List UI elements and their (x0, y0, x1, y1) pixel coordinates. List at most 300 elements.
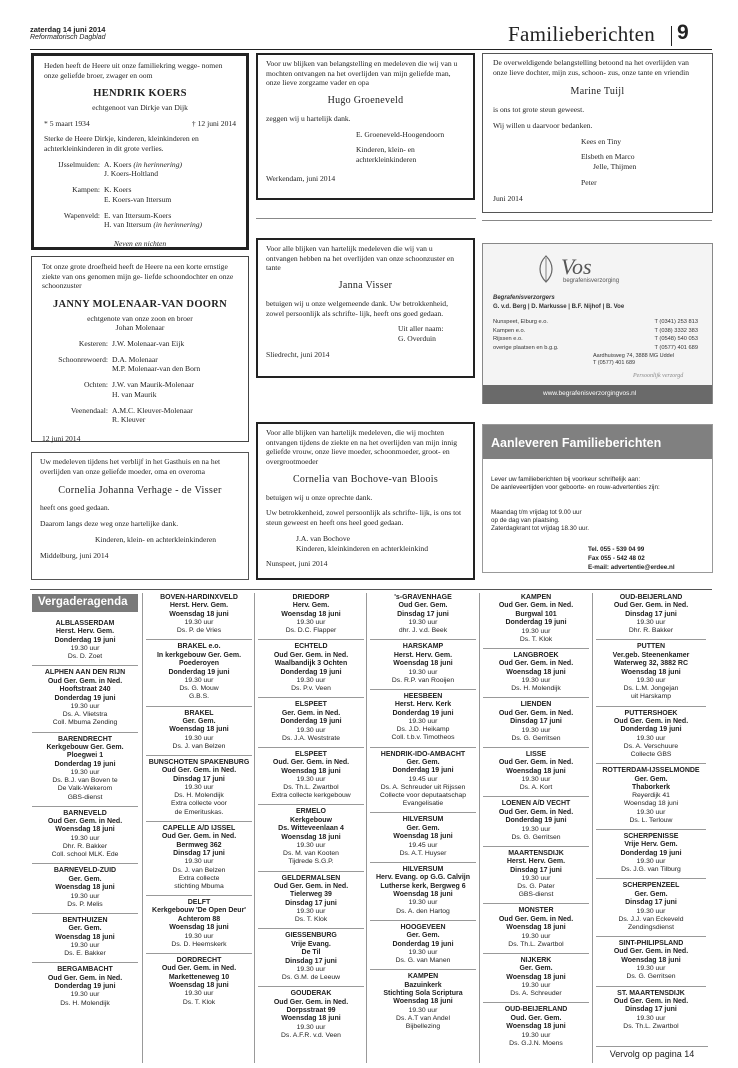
paper-name: Reformatorisch Dagblad (30, 34, 106, 41)
molenaar-name: JANNY MOLENAAR-VAN DOORN (52, 299, 228, 311)
agenda-place: ECHTELD (294, 643, 328, 651)
groeneveld-name: Hugo Groeneveld (327, 95, 404, 107)
agenda-speaker: Ds. P.v. Veen (291, 685, 331, 693)
agenda-entry (32, 666, 138, 732)
agenda-day: Woensdag 18 juni (393, 833, 453, 841)
agenda-address: Ploegwei 1 (66, 752, 104, 760)
agenda-speaker: Ds. G. van Manen (395, 957, 451, 965)
agenda-church: Ger. Gem. (406, 932, 440, 940)
agenda-place: ERMELO (296, 808, 326, 816)
agenda-day: Dinsdag 17 juni (625, 899, 677, 907)
agenda-place: BRAKEL (184, 709, 214, 717)
agenda-col-2 (146, 591, 252, 1011)
visser-sign: Uit aller naam: (398, 324, 444, 334)
agenda-entry (370, 591, 476, 640)
agenda-church: Ger. Gem. (406, 824, 440, 832)
agenda-speaker: Ds. M. van Kooten (283, 850, 339, 858)
agenda-place: ROTTERDAM-IJSSELMONDE (602, 767, 700, 775)
verhage-text: Uw medeleven tijdens het verblijf in het Gasthuis en na het overlijden van onze geliefde moeder, oma en overoma (40, 457, 221, 476)
agenda-speaker: Ds. G. Gerritsen (626, 973, 676, 981)
agenda-speaker: Ds. T. Klok (519, 635, 553, 643)
agenda-place: LANGBROEK (513, 651, 559, 659)
vos-leaf-icon (535, 254, 557, 284)
aanleveren-fax: Fax 055 - 542 48 02 (588, 555, 645, 562)
agenda-entry (32, 617, 138, 666)
agenda-place: HARSKAMP (402, 643, 444, 651)
agenda-church: Herst. Herv. Gem. (506, 858, 566, 866)
agenda-place: ELSPEET (295, 701, 327, 709)
agenda-speaker: Ds. A.F.R. v.d. Veen (281, 1031, 341, 1039)
agenda-time: 19.30 uur (521, 726, 551, 734)
agenda-time: 19.30 uur (184, 619, 214, 627)
koers-intro: Heden heeft de Heere uit onze familiekring wegge- nomen onze geliefde broer, zwager en oom (44, 61, 223, 80)
agenda-church: Oud Ger. Gem. in Ned. (498, 602, 574, 610)
agenda-speaker: Ds. G. Mouw (179, 685, 219, 693)
agenda-entry (146, 640, 252, 706)
agenda-place: SCHERPENISSE (623, 832, 679, 840)
visser-text: Voor alle blijken van hartelijk medeleven die wij van u ontvangen hebben na het overlijden van onze schoonzuster en tante (266, 244, 455, 273)
agenda-speaker: Ds. Th.L. Zwartbol (508, 940, 564, 948)
agenda-address: Achterom 88 (177, 915, 221, 923)
agenda-day: Woensdag 18 juni (506, 973, 566, 981)
agenda-time: 19.30 uur (636, 965, 666, 973)
agenda-address: Ds. Witteveenlaan 4 (278, 825, 344, 833)
agenda-col-1 (32, 617, 138, 1012)
agenda-speaker: Ds. D.C. Flapper (285, 627, 337, 635)
agenda-day: Woensdag 18 juni (393, 998, 453, 1006)
agenda-place: ALPHEN AAN DEN RIJN (44, 669, 126, 677)
agenda-day: Woensdag 18 juni (169, 982, 229, 990)
agenda-note: Extra collecte voor (171, 800, 227, 808)
agenda-speaker: Ds. Th.L. Zwartbol (283, 784, 339, 792)
agenda-time: 19.30 uur (408, 1006, 438, 1014)
agenda-speaker: Ds. D. Heemskerk (171, 940, 227, 948)
agenda-speaker: Ds. G. Pater (517, 883, 555, 891)
agenda-entry (258, 748, 364, 806)
agenda-place: ALBLASSERDAM (55, 620, 115, 627)
agenda-time: 19.30 uur (70, 892, 100, 900)
agenda-time: 19.30 uur (184, 858, 214, 866)
aanleveren-time: Zaterdagkrant tot vrijdag 18.30 uur. (491, 525, 590, 532)
agenda-day: Woensdag 18 juni (506, 1023, 566, 1031)
verhage-line: Daarom langs deze weg onze hartelijke dank. (40, 519, 179, 529)
agenda-day: Woensdag 18 juni (506, 767, 566, 775)
agenda-day: Donderdag 19 juni (54, 694, 116, 702)
agenda-entry (596, 764, 706, 830)
molenaar-intro: Tot onze grote droefheid heeft de Heere na een korte ernstige ziekte van ons genomen mijn ge- liefde schoondochter en onze schoonzuster (42, 262, 234, 291)
agenda-note: De Valk-Wekerom (57, 785, 113, 793)
bloois-name: Cornelia van Bochove-van Bloois (292, 473, 439, 485)
agenda-day: Woensdag 18 juni (506, 924, 566, 932)
agenda-speaker: Ds. J.G. van Tilburg (621, 866, 681, 874)
agenda-church: Ger. Gem. (634, 890, 668, 898)
agenda-church: Herst. Herv. Gem. (55, 628, 115, 636)
agenda-entry (258, 872, 364, 930)
agenda-note: Tijdrede S.G.P. (288, 858, 334, 866)
agenda-time: 19.30 uur (70, 942, 100, 949)
section-title: Familieberichten (508, 22, 656, 46)
vos-staff: G. v.d. Berg | D. Markusse | B.F. Nijhof | B. Voe (493, 304, 625, 310)
visser-name: Janna Visser (338, 280, 393, 292)
ad-vos: Vos begrafenisverzorging Begrafenisverzorgers G. v.d. Berg | D. Markusse | B.F. Nijhof | B. Voe Nunspeet, Elburg e.o. T (0341) 253 813 Kampen e.o. T (038) 3332 383 Rijssen e.o. T (0548) 540 053 overige plaatsen en b.g.g. T (0577) 401 689 Aardhuisweg 74, 3888 MG Uddel T (0577) 401 689 Persoonlijk verzorgd www.begrafenisverzorgingvos.nl (482, 243, 713, 404)
agenda-day: Woensdag 18 juni (169, 610, 229, 618)
agenda-note: Coll. Mbuma Zending (52, 719, 118, 727)
agenda-entry (370, 863, 476, 921)
agenda-place: HEESBEEN (403, 692, 443, 700)
agenda-speaker: Ds. T. Klok (182, 998, 216, 1006)
agenda-address: Marketteneweg 10 (168, 973, 230, 981)
agenda-note: GBS-dienst (518, 891, 554, 899)
agenda-place: HILVERSUM (402, 865, 444, 873)
agenda-col-4 (370, 591, 476, 1035)
agenda-day: Woensdag 18 juni (169, 924, 229, 932)
agenda-entry (483, 649, 589, 698)
agenda-time: 19.30 uur (296, 842, 326, 850)
agenda-place: GIESSENBURG (285, 932, 337, 940)
ad-visser (256, 238, 475, 378)
agenda-entry (596, 591, 706, 640)
agenda-place: SINT-PHILIPSLAND (618, 940, 684, 948)
aanleveren-text: Lever uw familieberichten bij voorkeur schriftelijk aan: (491, 476, 641, 483)
agenda-time: 19.30 uur (521, 982, 551, 990)
groeneveld-thanks: zeggen wij u hartelijk dank. (266, 113, 351, 123)
agenda-place: HOOGEVEEN (400, 923, 446, 931)
agenda-time: 19.30 uur (408, 948, 438, 956)
molenaar-date: 12 juni 2014 (42, 434, 81, 444)
agenda-day: Dinsdag 17 juni (285, 957, 337, 965)
tuijl-text: De overweldigende belangstelling betoond na het overlijden van onze lieve dochter, mijn zus, schoon- zus, onze tante en vriendin (493, 58, 690, 77)
agenda-time: 19.30 uur (636, 734, 666, 742)
agenda-church: Ger. Gem. in Ned. (281, 709, 341, 717)
agenda-entry (596, 640, 706, 706)
ad-bloois (256, 422, 475, 580)
agenda-time: 19.30 uur (408, 899, 438, 907)
agenda-address: Burgwal 101 (515, 610, 557, 618)
agenda-entry (32, 914, 138, 963)
agenda-day: Donderdag 19 juni (620, 849, 682, 857)
agenda-continued: Vervolg op pagina 14 (596, 1046, 708, 1059)
agenda-entry (146, 896, 252, 954)
ad-groeneveld (256, 53, 475, 200)
agenda-day: Woensdag 18 juni (281, 610, 341, 618)
agenda-place: LIENDEN (520, 701, 552, 709)
groeneveld-sign2: Kinderen, klein- en achterkleinkinderen (356, 145, 417, 165)
agenda-entry (32, 864, 138, 913)
agenda-speaker: Ds. G.J.N. Moens (509, 1039, 563, 1047)
agenda-church: Herst. Herv. Gem. (169, 602, 229, 610)
agenda-entry (146, 756, 252, 822)
agenda-entry (258, 591, 364, 640)
agenda-church: Oud Ger. Gem. in Ned. (161, 767, 237, 775)
agenda-church: Herv. Gem. (292, 602, 330, 610)
agenda-speaker: dhr. J. v.d. Beek (398, 627, 448, 635)
agenda-entry (258, 987, 364, 1044)
agenda-address: Waterweg 32, 3882 RC (613, 660, 689, 668)
agenda-speaker: Ds. A.T van Andel (396, 1014, 450, 1022)
agenda-day: Woensdag 18 juni (55, 826, 115, 834)
tuijl-sign: Kees en Tiny (581, 136, 622, 146)
agenda-address: Lutherse kerk, Bergweg 6 (380, 882, 466, 890)
agenda-speaker: Ds. G.M. de Leeuw (281, 974, 341, 982)
bloois-sign: J.A. van Bochove (296, 533, 350, 543)
agenda-place: GELDERMALSEN (281, 874, 341, 882)
agenda-time: 19.30 uur (296, 677, 326, 685)
agenda-day: Donderdag 19 juni (54, 983, 116, 991)
agenda-church: Ger. Gem. (634, 775, 668, 783)
agenda-col-3 (258, 591, 364, 1044)
agenda-speaker: Ds. H. Molendijk (511, 685, 561, 693)
molenaar-place: Veenendaal: (70, 405, 108, 415)
agenda-church: Ger. Gem. (406, 759, 440, 766)
agenda-day: Donderdag 19 juni (54, 760, 116, 768)
agenda-day: Donderdag 19 juni (620, 726, 682, 734)
agenda-address: Waalbandijk 3 Ochten (274, 660, 348, 668)
page-number: 9 (677, 21, 689, 44)
agenda-speaker: Ds. P. Melis (67, 900, 103, 908)
agenda-note: Evangelisatie (402, 800, 444, 808)
agenda-day: Woensdag 18 juni (621, 668, 681, 676)
agenda-church: Kerkgebouw (289, 816, 332, 824)
agenda-speaker: Ds. B.J. van Boven te (52, 777, 118, 785)
agenda-day: Dinsdag 17 juni (625, 1006, 677, 1014)
agenda-church: Oud Ger. Gem. in Ned. (498, 808, 574, 816)
agenda-time: 19.30 uur (521, 677, 551, 685)
agenda-time: 19.30 uur (636, 677, 666, 685)
agenda-place: 's-GRAVENHAGE (394, 594, 452, 601)
agenda-day: Donderdag 19 juni (392, 709, 454, 717)
agenda-speaker: Ds. A.T. Huyser (399, 849, 447, 857)
agenda-church: Ger. Gem. (182, 717, 216, 725)
agenda-church: Ger. Gem. (68, 925, 102, 933)
agenda-speaker: Ds. A. Vlietstra (62, 711, 108, 719)
aanleveren-time: Maandag t/m vrijdag tot 9.00 uur (491, 509, 582, 516)
agenda-place: PUTTERSHOEK (624, 709, 678, 717)
visser-thanks: betuigen wij u onze welgemeende dank. Uw betrokkenheid, zowel persoonlijk als schrifte- lijk, heeft ons goed gedaan. (266, 298, 448, 318)
agenda-time: 19.30 uur (70, 834, 100, 842)
agenda-church: Oud Ger. Gem. in Ned. (273, 651, 349, 659)
agenda-entry (596, 707, 706, 765)
ad-verhage (31, 452, 249, 580)
agenda-place: BARNEVELD-ZUID (53, 867, 117, 875)
agenda-speaker: Ds. J.A. Weststrate (281, 734, 341, 742)
agenda-time: 19.30 uur (70, 703, 100, 711)
agenda-speaker: Ds. A. den Hartog (396, 907, 450, 915)
molenaar-place: Ochten: (83, 380, 108, 390)
bloois-place: Nunspeet, juni 2014 (266, 559, 328, 569)
agenda-church: Oud Ger. Gem. in Ned. (47, 677, 123, 685)
agenda-time: 19.45 uur (408, 841, 438, 849)
agenda-place: HILVERSUM (402, 816, 444, 824)
agenda-time: 19.30 uur (636, 907, 666, 915)
tuijl-line: Wij willen u daarvoor bedanken. (493, 120, 593, 130)
agenda-day: Dinsdag 17 juni (510, 718, 562, 726)
agenda-entry (32, 733, 138, 807)
agenda-place: LISSE (525, 750, 547, 758)
agenda-entry (596, 937, 706, 986)
verhage-line: heeft ons goed gedaan. (40, 503, 110, 513)
agenda-day: Donderdag 19 juni (280, 718, 342, 726)
agenda-day: Woensdag 18 juni (55, 884, 115, 892)
agenda-time: 19.30 uur (521, 825, 551, 833)
agenda-address: Tielerweg 39 (290, 891, 332, 899)
agenda-speaker: Ds. T. Klok (294, 916, 328, 924)
agenda-entry (483, 591, 589, 649)
agenda-entry (370, 921, 476, 970)
agenda-speaker: Ds. Th.L. Zwartbol (623, 1022, 679, 1030)
agenda-speaker: Ds. J. van Belzen (172, 866, 226, 874)
verhage-name: Cornelia Johanna Verhage - de Visser (58, 485, 222, 497)
ad-molenaar: Tot onze grote droefheid heeft de Heere na een korte ernstige ziekte van ons genomen mijn ge- liefde schoondochter en onze schoonzuster JANNY MOLENAAR-VAN DOORN echtgenote van onze zoon en broer Johan Molenaar Kesteren: J.W. Molenaar-van Eijk Schoonrewoerd: D.A. Molenaar M.P. Molenaar-van den Born Ochten: J.W. van Maurik-Molenaar H. van Maurik Veenendaal: A.M.C. Kleuver-Molenaar R. Kleuver 12 juni 2014 (31, 256, 249, 442)
visser-place: Sliedrecht, juni 2014 (266, 349, 330, 359)
agenda-time: 19.30 uur (408, 619, 438, 627)
agenda-place: ST. MAARTENSDIJK (617, 989, 685, 997)
agenda-place: OUD-BEIJERLAND (619, 594, 683, 601)
agenda-time: 19.30 uur (408, 718, 438, 726)
koers-spouse: echtgenoot van Dirkje van Dijk (92, 102, 188, 112)
agenda-address: Thaborkerk (631, 783, 671, 791)
agenda-time: 19.45 uur (408, 775, 438, 783)
agenda-day: Donderdag 19 juni (505, 619, 567, 627)
groeneveld-sign: E. Groeneveld-Hoogendoorn (356, 129, 445, 139)
agenda-place: MAARTENSDIJK (508, 849, 564, 857)
vos-phone: T (0577) 401 689 (593, 360, 636, 366)
aanleveren-title: Aanleveren Familieberichten (491, 436, 662, 450)
agenda-day: Reyerdijk 41 (632, 792, 670, 800)
bloois-text: Voor alle blijken van hartelijk medeleven, die wij mochten ontvangen tijdens de ziekte en na het overlijden van mijn innig geliefde vrouw, onze lieve moeder, schoonmoeder, groot- en overgrootmoeder (266, 428, 458, 467)
agenda-speaker: Ds. J.J. van Eckeveld (618, 915, 684, 923)
agenda-time: 19.30 uur (636, 858, 666, 866)
agenda-church: Oud. Ger. Gem. in Ned. (272, 759, 350, 767)
koers-place: IJsselmuiden: (58, 159, 100, 169)
agenda-place: LOENEN A/D VECHT (501, 800, 571, 808)
agenda-entry (370, 690, 476, 748)
agenda-speaker: Ds. D. Zoet (67, 653, 103, 661)
koers-closing: Neven en nichten (113, 239, 167, 249)
agenda-place: DELFT (187, 898, 211, 906)
agenda-note: Bijbellezing (405, 1023, 441, 1031)
agenda-speaker: Ds. A. Schreuder uit Rijssen (380, 783, 466, 791)
agenda-note: Coll. t.b.v. Timotheos (391, 734, 455, 742)
agenda-speaker: Ds. A. Schreuder (510, 990, 562, 998)
ad-koers: Heden heeft de Heere uit onze familiekring wegge- nomen onze geliefde broer, zwager en oom HENDRIK KOERS echtgenoot van Dirkje van Dijk * 5 maart 1934 † 12 juni 2014 Sterke de Heere Dirkje, kinderen, kleinkinderen en achterkleinkinderen in dit grote verlies. IJsselmuiden: A. Koers (in herinnering) J. Koers-Holtland Kampen: K. Koers E. Koers-van Ittersum Wapenveld: E. van Ittersum-Koers H. van Ittersum (in herinnering) Neven en nichten (31, 53, 249, 250)
agenda-speaker: 19.30 uur (636, 808, 666, 816)
agenda-church: Oud Ger. Gem. in Ned. (498, 709, 574, 717)
vos-slogan: Persoonlijk verzorgd (633, 373, 684, 379)
agenda-note: G.B.S. (188, 693, 210, 701)
agenda-entry (32, 963, 138, 1011)
agenda-time: 19.30 uur (408, 668, 438, 676)
agenda-place: CAPELLE A/D IJSSEL (162, 824, 236, 832)
aanleveren-email[interactable]: E-mail: advertentie@erdee.nl (588, 564, 675, 571)
agenda-speaker: Ds. A. Verschuure (623, 742, 679, 750)
aanleveren-tel: Tel. 055 - 539 04 99 (588, 546, 645, 553)
tuijl-sign: Peter (581, 177, 597, 187)
agenda-church: Bazuinkerk (404, 981, 442, 989)
agenda-day: Woensdag 18 juni (169, 726, 229, 734)
ad-tuijl (482, 53, 713, 213)
agenda-speaker: Ds. J.D. Heikamp (396, 726, 450, 734)
verhage-place: Middelburg, juni 2014 (40, 550, 109, 560)
agenda-note: GBS-dienst (67, 793, 103, 801)
agenda-place: BERGAMBACHT (57, 966, 113, 974)
koers-born: * 5 maart 1934 (44, 118, 90, 128)
agenda-day: Donderdag 19 juni (392, 767, 454, 775)
agenda-place: GOUDERAK (290, 990, 332, 998)
agenda-speaker: Ds. G. Gerritsen (511, 833, 561, 841)
agenda-place: BENTHUIZEN (62, 916, 108, 924)
agenda-church: Oud Ger. Gem. in Ned. (613, 602, 689, 610)
agenda-note: Collecte voor deputaatschap (379, 792, 467, 800)
issue-date: zaterdag 14 juni 2014 (30, 25, 106, 34)
agenda-address: Poederoyen (178, 660, 220, 668)
agenda-place: HENDRIK-IDO-AMBACHT (380, 750, 466, 758)
agenda-day: Donderdag 19 juni (280, 668, 342, 676)
agenda-day: Woensdag 18 juni (621, 956, 681, 964)
agenda-place: BARNEVELD (63, 809, 107, 817)
agenda-speaker: Ds. E. Bakker (64, 950, 106, 958)
agenda-time: 19.30 uur (521, 627, 551, 635)
agenda-time: 19.30 uur (184, 677, 214, 685)
agenda-church: Oud Ger. Gem. in Ned. (613, 997, 689, 1005)
agenda-time: 19.30 uur (296, 619, 326, 627)
koers-place: Wapenveld: (63, 210, 100, 220)
agenda-day: Donderdag 19 juni (54, 636, 116, 644)
agenda-church: Vrije Herv. Gem. (624, 841, 678, 849)
agenda-address: Dorpsstraat 99 (286, 1007, 336, 1015)
agenda-day: Woensdag 18 juni (393, 891, 453, 899)
agenda-entry (483, 748, 589, 797)
agenda-day: Dinsdag 17 juni (173, 775, 225, 783)
agenda-speaker: Dhr. R. Bakker (62, 843, 108, 851)
agenda-entry (146, 822, 252, 896)
agenda-place: KAMPEN (407, 973, 439, 981)
agenda-col-6 (596, 591, 706, 1035)
agenda-place: BOVEN-HARDINXVELD (160, 594, 238, 601)
agenda-church: Herst. Herv. Kerk (394, 701, 452, 709)
koers-name: HENDRIK KOERS (93, 88, 187, 100)
vos-url[interactable]: www.begrafenisverzorgingvos.nl (543, 390, 637, 397)
vos-logo: Vos (561, 254, 592, 279)
agenda-day: Woensdag 18 juni (393, 660, 453, 668)
agenda-entry (483, 797, 589, 846)
agenda-church: Ger. Gem. (519, 965, 553, 973)
agenda-note: Zendingsdienst (627, 923, 675, 931)
tuijl-date: Juni 2014 (493, 193, 523, 203)
agenda-church: In kerkgebouw Ger. Gem. (156, 651, 242, 659)
agenda-place: MONSTER (518, 907, 554, 915)
agenda-time: Woensdag 18 juni (623, 800, 679, 808)
groeneveld-place: Werkendam, juni 2014 (266, 173, 336, 183)
agenda-church: Oud Ger. Gem. in Ned. (273, 882, 349, 890)
agenda-time: 19.30 uur (296, 726, 326, 734)
agenda-day: Dinsdag 17 juni (510, 866, 562, 874)
agenda-entry (258, 640, 364, 698)
agenda-day: Donderdag 19 juni (505, 817, 567, 825)
agenda-title: Vergaderagenda (32, 594, 138, 612)
agenda-place: KAMPEN (520, 594, 552, 601)
agenda-entry (146, 707, 252, 756)
agenda-speaker: Ds. A. Kort (519, 784, 553, 792)
agenda-church: Oud Ger. Gem. in Ned. (498, 915, 574, 923)
agenda-place: BUNSCHOTEN SPAKENBURG (148, 759, 250, 766)
groeneveld-text: Voor uw blijken van belangstelling en medeleven die wij van u mochten ontvangen na het overlijden van mijn geliefde man, onze lieve zorgzame vader en opa (266, 59, 458, 88)
agenda-church: Herv. Evang. op G.G. Calvijn (375, 874, 470, 882)
agenda-time: 19.30 uur (70, 769, 100, 777)
agenda-church: Oud Ger. Gem. in Ned. (47, 818, 123, 826)
agenda-entry (32, 807, 138, 865)
agenda-church: Oud Ger. Gem. in Ned. (47, 974, 123, 982)
agenda-note: Extra collecte kerkgebouw (271, 792, 351, 800)
